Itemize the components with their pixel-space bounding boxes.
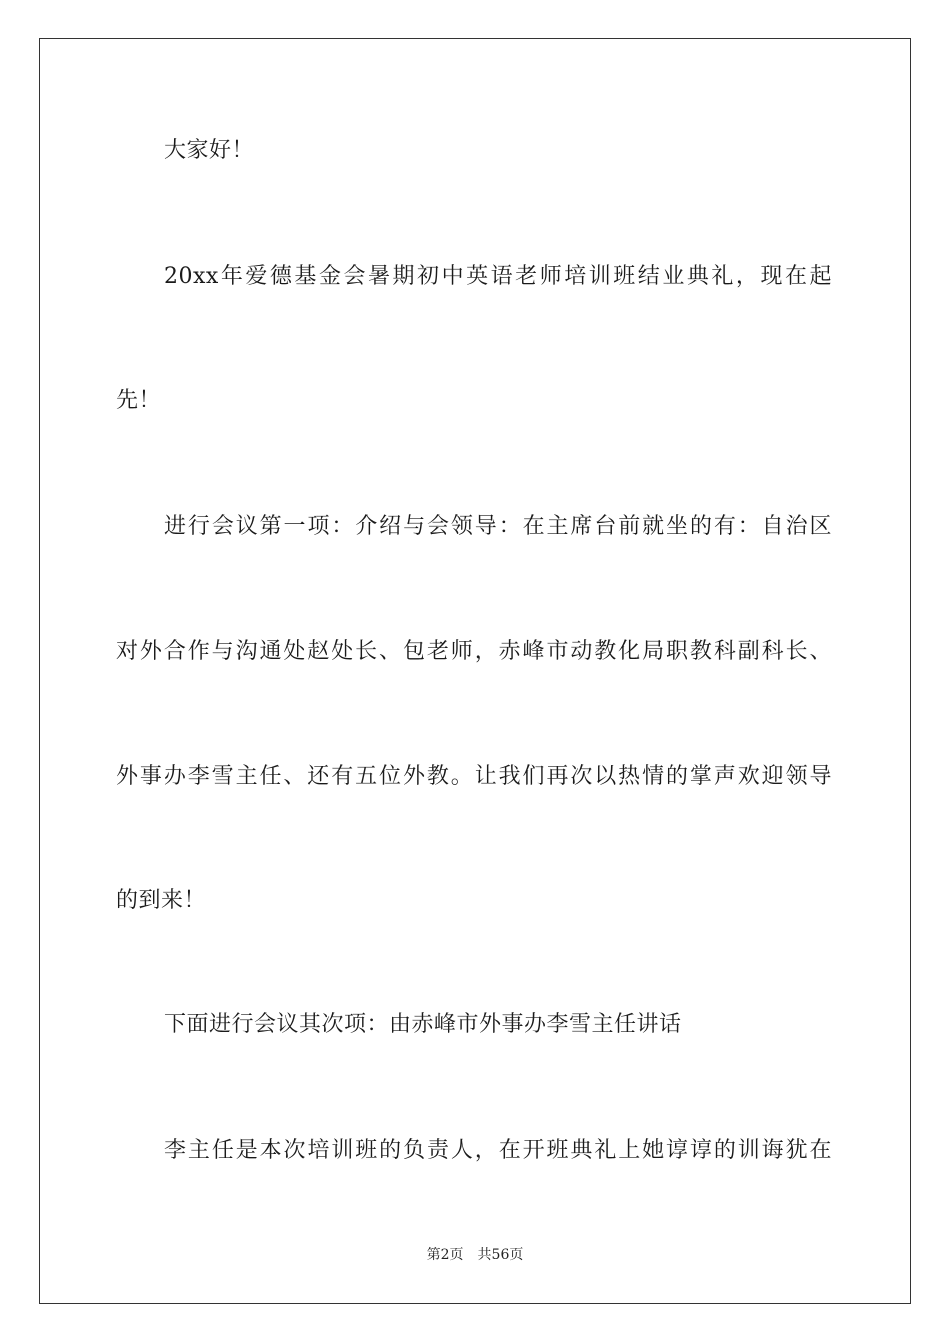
- paragraph-line: 对外合作与沟通处赵处长、包老师，赤峰市动教化局职教科副科长、: [116, 639, 832, 664]
- paragraph-line: 进行会议第一项：介绍与会领导：在主席台前就坐的有：自治区: [164, 514, 832, 539]
- paragraph-line-greeting: 大家好！: [164, 138, 255, 163]
- paragraph-line: 先！: [116, 388, 162, 413]
- paragraph-line: 李主任是本次培训班的负责人，在开班典礼上她谆谆的训诲犹在: [164, 1138, 832, 1163]
- page-border: [39, 38, 911, 1304]
- page-total: 共56页: [477, 1247, 524, 1263]
- paragraph-line: 的到来！: [116, 888, 207, 913]
- paragraph-line: 外事办李雪主任、还有五位外教。让我们再次以热情的掌声欢迎领导: [116, 764, 832, 789]
- paragraph-line: 20xx年爱德基金会暑期初中英语老师培训班结业典礼，现在起: [164, 264, 832, 289]
- page-number: 第2页: [426, 1247, 464, 1263]
- paragraph-line: 下面进行会议其次项：由赤峰市外事办李雪主任讲话: [164, 1012, 682, 1037]
- page-footer: [0, 1246, 950, 1264]
